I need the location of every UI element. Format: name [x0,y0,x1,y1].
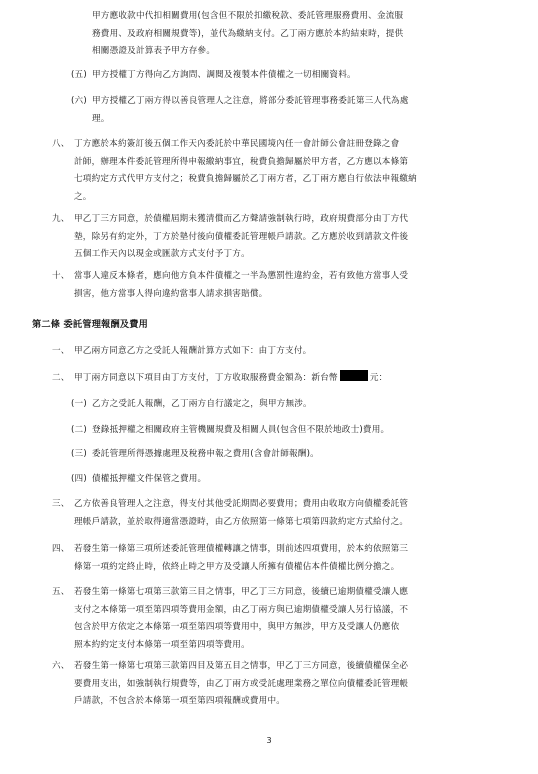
text-line: 當事人違反本條者，應向他方負本件債權之一半為懲罰性違約金，若有致他方當事人受 [74,271,409,281]
item-number: (三) [71,449,87,459]
article-2-section-2 [52,370,388,388]
clause-1-item-5 [71,67,356,85]
article-2-item-1 [71,396,312,414]
text-line: 包含於甲方依定之本條第一項至第四項等費用中，與甲方無涉，甲方及受讓人仍應依 [74,622,400,632]
text-line: 元： [369,373,388,383]
text-line: 乙方依善良管理人之注意，得支付其他受託期間必要費用；費用由收取方向債權委託管 [74,499,409,509]
section-number: 三、 [52,499,70,509]
section-number: 二、 [52,373,70,383]
article-2-section-3 [52,496,409,531]
article-2-item-2 [71,422,390,440]
text-line: 墊，除另有約定外，丁方於墊付後向債權委託管理帳戶請款。乙方應於收到請款文件後 [74,231,409,242]
text-line: 登錄抵押權之相關政府主管機關規費及相關人員(包含但不限於地政士)費用。 [92,425,390,435]
text-line: 要費用支出，如強制執行規費等，由乙丁兩方或受託處理業務之單位向債權委託管理帳 [74,678,409,689]
redacted-amount [340,370,368,381]
clause-1-section-9 [52,211,409,264]
item-number: (四) [71,474,87,484]
text-line: 條第一項約定終止時，依終止時之甲方及受讓人所擁有債權佔本件債權比例分擔之。 [74,561,400,572]
text-line: 債權抵押權文件保管之費用。 [92,474,207,484]
article-2-heading [32,316,148,334]
text-line: 甲丁兩方同意以下項目由丁方支付，丁方收取服務費金額為：新台幣 [74,373,338,383]
section-number: 五、 [52,587,70,597]
text-line: 務費用、及政府相關規費等)，並代為繳納支付。乙丁兩方應於本約結束時，提供 [92,28,404,39]
text-line: 甲乙丁三方同意，於債權屆期未獲清償而乙方聲請強制執行時，政府規費部分由丁方代 [74,214,409,224]
text-line: 五個工作天內以現金或匯款方式支付予丁方。 [74,249,250,259]
article-2-item-3 [71,446,319,464]
text-line: 七項約定方式代甲方支付之；稅費負擔歸屬於乙丁兩方者，乙丁兩方應自行依法申報繳納 [74,174,417,184]
item-number: (一) [71,399,87,409]
text-line: 損害，他方當事人得向違約當事人請求損害賠償。 [74,288,268,299]
text-line: 支付之本條第一項至第四項等費用金額，由乙丁兩方與已逾期債權受讓人另行協議，不 [74,604,409,615]
article-2-item-4 [71,471,207,489]
text-line: 之。 [74,191,92,202]
section-number: 八、 [52,139,70,149]
text-line: 相關憑證及計算表予甲方存參。 [92,46,216,56]
section-number: 九、 [52,214,70,224]
article-2-section-4 [52,541,409,576]
section-number: 一、 [52,346,70,356]
text-line: 理帳戶請款，並於取得適當憑證時，由乙方依照第一條第七項第四款約定方式給付之。 [74,516,409,527]
section-number: 十、 [52,271,70,281]
text-line: 甲方授權丁方得向乙方詢問、調閱及複製本件債權之一切相關資料。 [92,70,356,80]
text-line: 委託管理所得憑據處理及稅務申報之費用(含會計師報酬)。 [92,449,319,459]
clause-1-section-10 [52,268,409,303]
item-number: (二) [71,425,87,435]
text-line: 戶請款，不包含於本條第一項至第四項報酬或費用中。 [74,696,286,706]
text-line: 計師，辦理本件委託管理所得申報繳納事宜，稅費負擔歸屬於甲方者，乙方應以本條第 [74,156,409,167]
heading-text: 第二條 委託管理報酬及費用 [32,319,149,330]
page-number: 3 [266,736,272,745]
text-line: 甲方授權乙丁兩方得以善良管理人之注意，將部分委託管理事務委託第三人代為處 [92,96,409,106]
text-line: 乙方之受託人報酬，乙丁兩方自行議定之，與甲方無涉。 [92,399,312,409]
clause-1-7-3-continuation [92,8,403,61]
text-line: 若發生第一條第七項第三款第四目及第五目之情事，甲乙丁三方同意，後續債權保全必 [74,661,409,671]
text-line: 甲乙兩方同意乙方之受託人報酬計算方式如下：由丁方支付。 [74,346,312,356]
text-line: 理。 [92,113,110,124]
article-2-section-5 [52,584,409,654]
item-number: (六) [71,96,87,106]
article-2-section-1 [52,343,312,361]
text-line: 甲方應收款中代扣相關費用(包含但不限於扣繳稅款、委託管理服務費用、金流服 [92,11,404,21]
section-number: 六、 [52,661,70,671]
clause-1-item-6 [71,93,409,128]
text-line: 照本約約定支付本條第一項至第四項等費用。 [74,639,250,650]
article-2-section-6 [52,658,409,711]
section-number: 四、 [52,544,70,554]
item-number: (五) [71,70,87,80]
text-line: 若發生第一條第七項第三款第三目之情事，甲乙丁三方同意，後續已逾期債權受讓人應 [74,587,409,597]
clause-1-section-8 [52,136,417,206]
text-line: 丁方應於本約簽訂後五個工作天內委託於中華民國境內任一會計師公會註冊登錄之會 [74,139,400,149]
text-line: 若發生第一條第三項所述委託管理債權轉讓之情事，則前述四項費用，於本約依照第三 [74,544,409,554]
